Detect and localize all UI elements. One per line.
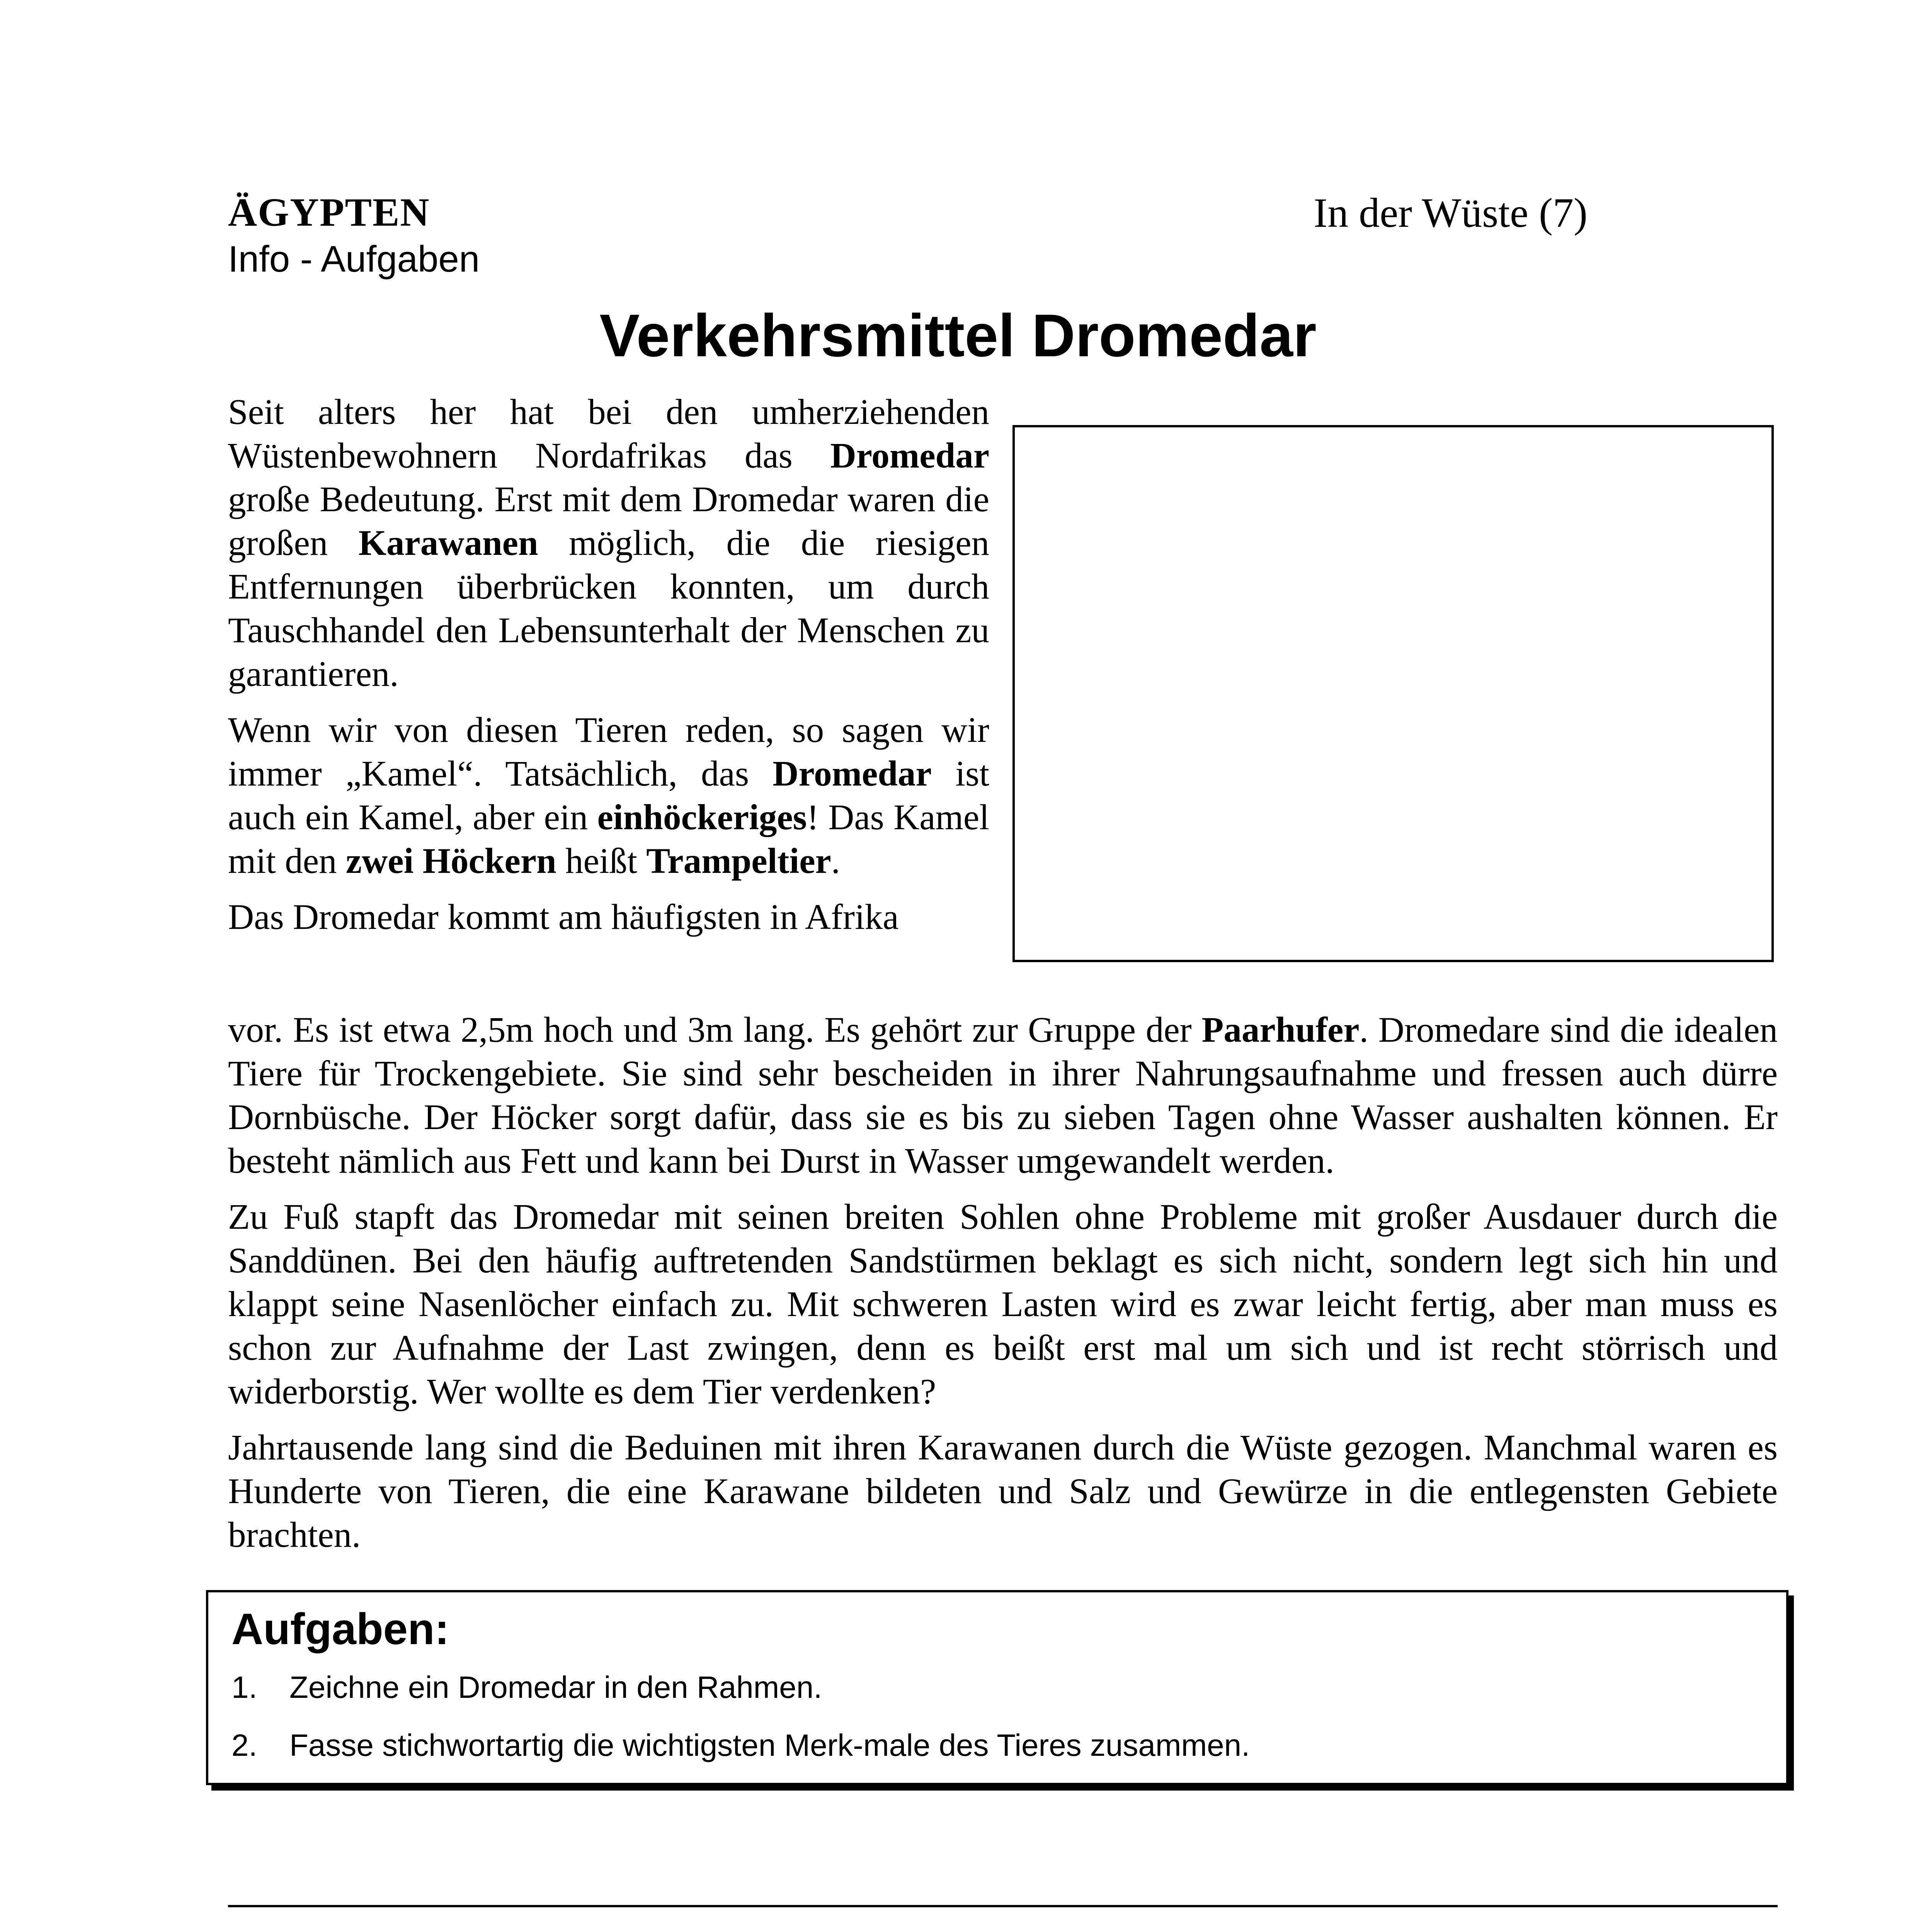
- paragraph-1: Seit alters her hat bei den umherziehenden Wüstenbewohnern Nordafrikas das Dromedar große Bedeutung. Erst mit dem Dromedar waren die großen Karawanen möglich, die die riesigen Entfernungen überbrücken konnten, um durch Tauschhandel den Lebensunterhalt der Menschen zu garantieren.: [228, 392, 990, 694]
- task-number: 2.: [231, 1728, 257, 1762]
- keyword-karawanen: Karawanen: [358, 523, 538, 563]
- paragraph-3: vor. Es ist etwa 2,5m hoch und 3m lang. Es gehört zur Gruppe der Paarhufer. Dromedare sind die idealen Tiere für Trockengebiete. Sie sind sehr bescheiden in ihrer Nahrungsaufnahme und fressen auch dürre Dornbüsche. Der Höcker sorgt dafür, dass sie es bis zu sieben Tagen ohne Wasser aushalten können. Er besteht nämlich aus Fett und kann bei Durst in Wasser umgewandelt werden.: [228, 1010, 1778, 1181]
- page-label: In der Wüste (7): [1314, 190, 1588, 236]
- section-title: ÄGYPTEN: [228, 190, 430, 235]
- keyword-dromedar: Dromedar: [773, 754, 932, 794]
- keyword-paarhufer: Paarhufer: [1201, 1010, 1360, 1050]
- task-item: [231, 1670, 822, 1705]
- main-title: Verkehrsmittel Dromedar: [599, 302, 1317, 369]
- paragraph-5: Jahrtausende lang sind die Beduinen mit ihren Karawanen durch die Wüste gezogen. Manchmal waren es Hunderte von Tieren, die eine Karawane bildeten und Salz und Gewürze in die entlegensten Gebiete brachten.: [228, 1428, 1778, 1555]
- keyword-einhoeckeriges: einhöckeriges: [597, 798, 807, 837]
- answer-line[interactable]: [228, 1905, 1778, 1907]
- intro-column: [228, 390, 989, 939]
- keyword-zwei-hoeckern: zwei Höckern: [345, 841, 556, 881]
- subtitle: Info - Aufgaben: [228, 238, 480, 280]
- task-title: Aufgaben:: [231, 1605, 449, 1654]
- task-text: Zeichne ein Dromedar in den Rahmen.: [289, 1670, 822, 1704]
- drawing-frame[interactable]: [1012, 425, 1774, 962]
- task-item: [231, 1728, 1250, 1763]
- keyword-trampeltier: Trampeltier: [646, 841, 831, 881]
- paragraph-4: Zu Fuß stapft das Dromedar mit seinen breiten Sohlen ohne Probleme mit großer Ausdauer durch die Sanddünen. Bei den häufig auftretenden Sandstürmen beklagt es sich nicht, sondern legt sich hin und klappt seine Nasenlöcher einfach zu. Mit schweren Lasten wird es zwar leicht fertig, aber man muss es schon zur Aufnahme der Last zwingen, denn es beißt erst mal um sich und ist recht störrisch und widerborstig. Wer wollte es dem Tier verdenken?: [228, 1197, 1778, 1412]
- task-text: Fasse stichwortartig die wichtigsten Merk-male des Tieres zusammen.: [289, 1728, 1250, 1762]
- task-number: 1.: [231, 1670, 257, 1704]
- task-box: [206, 1590, 1788, 1785]
- keyword-dromedar: Dromedar: [830, 436, 989, 476]
- paragraph-3-start: Das Dromedar kommt am häufigsten in Afrika: [228, 897, 899, 937]
- paragraph-2: Wenn wir von diesen Tieren reden, so sagen wir immer „Kamel“. Tatsächlich, das Dromedar ist auch ein Kamel, aber ein einhöckeriges! Das Kamel mit den zwei Höckern heißt Trampeltier.: [228, 710, 989, 881]
- body-text: [228, 1008, 1778, 1557]
